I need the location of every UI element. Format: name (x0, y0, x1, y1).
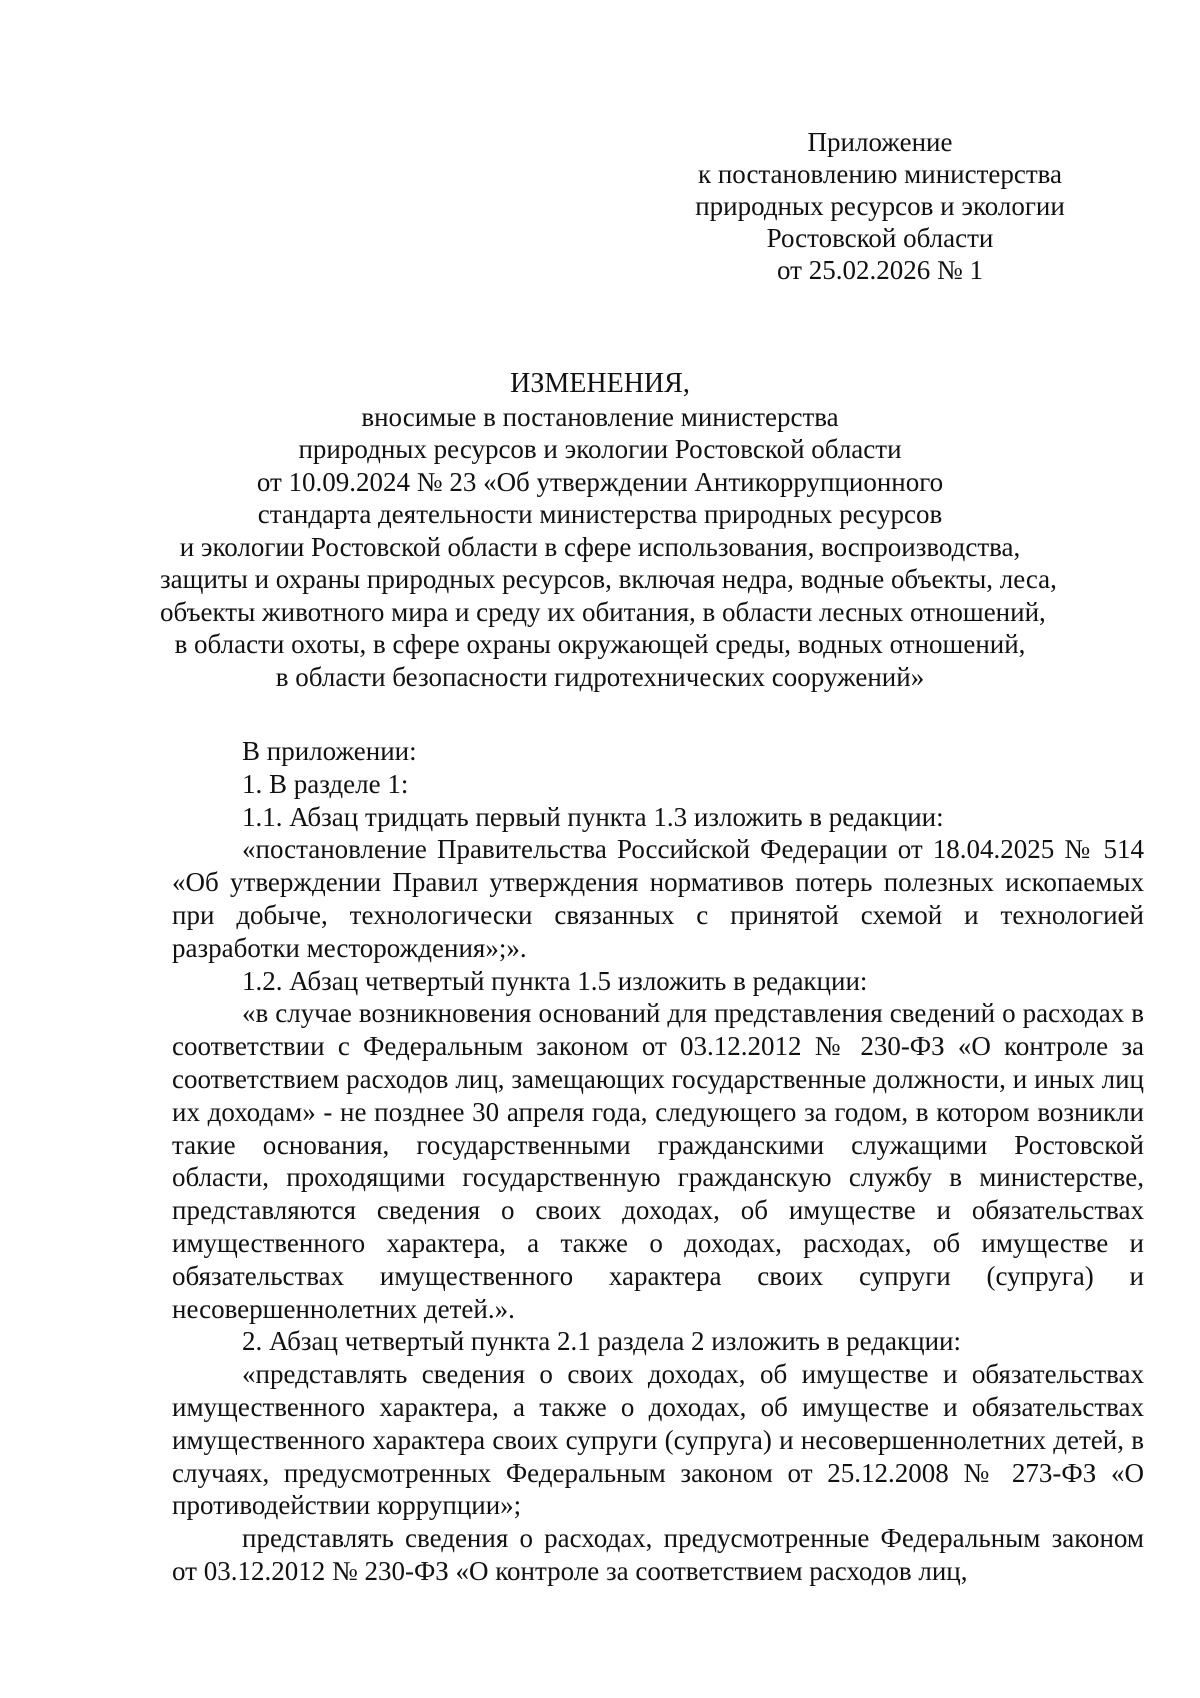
title-line: вносимые в постановление министерства (361, 401, 839, 432)
title-line: объекты животного мира и среду их обитания, в области лесных отношений, (160, 596, 1046, 627)
appendix-line: от 25.02.2026 № 1 (777, 255, 983, 285)
paragraph: 1.2. Абзац четвертый пункта 1.5 изложить в редакции: (242, 965, 868, 996)
paragraph: 1.1. Абзац тридцать первый пункта 1.3 изложить в редакции: (242, 801, 944, 832)
paragraph: представлять сведения о расходах, предусмотренные Федеральным законом от 03.12.2012 № 230-ФЗ «О контроле за соответствием расходов лиц, (172, 1523, 1144, 1586)
paragraph: 1. В разделе 1: (242, 768, 409, 799)
title-heading: ИЗМЕНЕНИЯ, (510, 368, 690, 399)
paragraph: В приложении: (242, 736, 417, 766)
paragraph: «постановление Правительства Российской Федерации от 18.04.2025 № 514 «Об утверждении Правил утверждения нормативов потерь полезных ископаемых при добыче, технологически связанных с принятой схемой и технологией разработки месторождения»;». (172, 834, 1144, 963)
appendix-line: Приложение (807, 127, 953, 157)
title-line: и экологии Ростовской области в сфере использования, воспроизводства, (179, 531, 1021, 562)
paragraph: «представлять сведения о своих доходах, об имуществе и обязательствах имущественного характера, а также о доходах, об имуществе и обязательствах имущественного характера своих супруги (супруга) и несовершеннолетних детей, в случаях, предусмотренных Федеральным законом от 25.12.2008 № 273-ФЗ «О противодействии коррупции»; (172, 1359, 1144, 1521)
appendix-line: природных ресурсов и экологии (695, 191, 1065, 221)
appendix-header (640, 126, 1120, 286)
document-title (160, 368, 1057, 693)
appendix-line: к постановлению министерства (697, 159, 1063, 189)
title-line: природных ресурсов и экологии Ростовской области (298, 434, 902, 464)
title-line: защиты и охраны природных ресурсов, включая недра, водные объекты, леса, (160, 564, 1057, 594)
title-line: в области безопасности гидротехнических сооружений» (275, 661, 925, 692)
appendix-line: Ростовской области (766, 223, 994, 253)
paragraph: «в случае возникновения оснований для представления сведений о расходах в соответствии с Федеральным законом от 03.12.2012 № 230-ФЗ «О контроле за соответствием расходов лиц, замещающих государственные должности, и иных лиц их доходам» - не позднее 30 апреля года, следующего за годом, в котором возникли такие основания, государственными гражданскими служащими Ростовской области, проходящими государственную гражданскую службу в министерстве, представляются сведения о своих доходах, об имуществе и обязательствах имущественного характера, а также о доходах, расходах, об имуществе и обязательствах имущественного характера своих супруги (супруга) и несовершеннолетних детей.». (172, 998, 1144, 1324)
title-line: стандарта деятельности министерства природных ресурсов (257, 499, 943, 529)
document-body (172, 735, 1144, 1588)
title-line: в области охоты, в сфере охраны окружающей среды, водных отношений, (174, 629, 1026, 659)
title-line: от 10.09.2024 № 23 «Об утверждении Антикоррупционного (256, 466, 944, 497)
paragraph: 2. Абзац четвертый пункта 2.1 раздела 2 изложить в редакции: (242, 1326, 961, 1357)
